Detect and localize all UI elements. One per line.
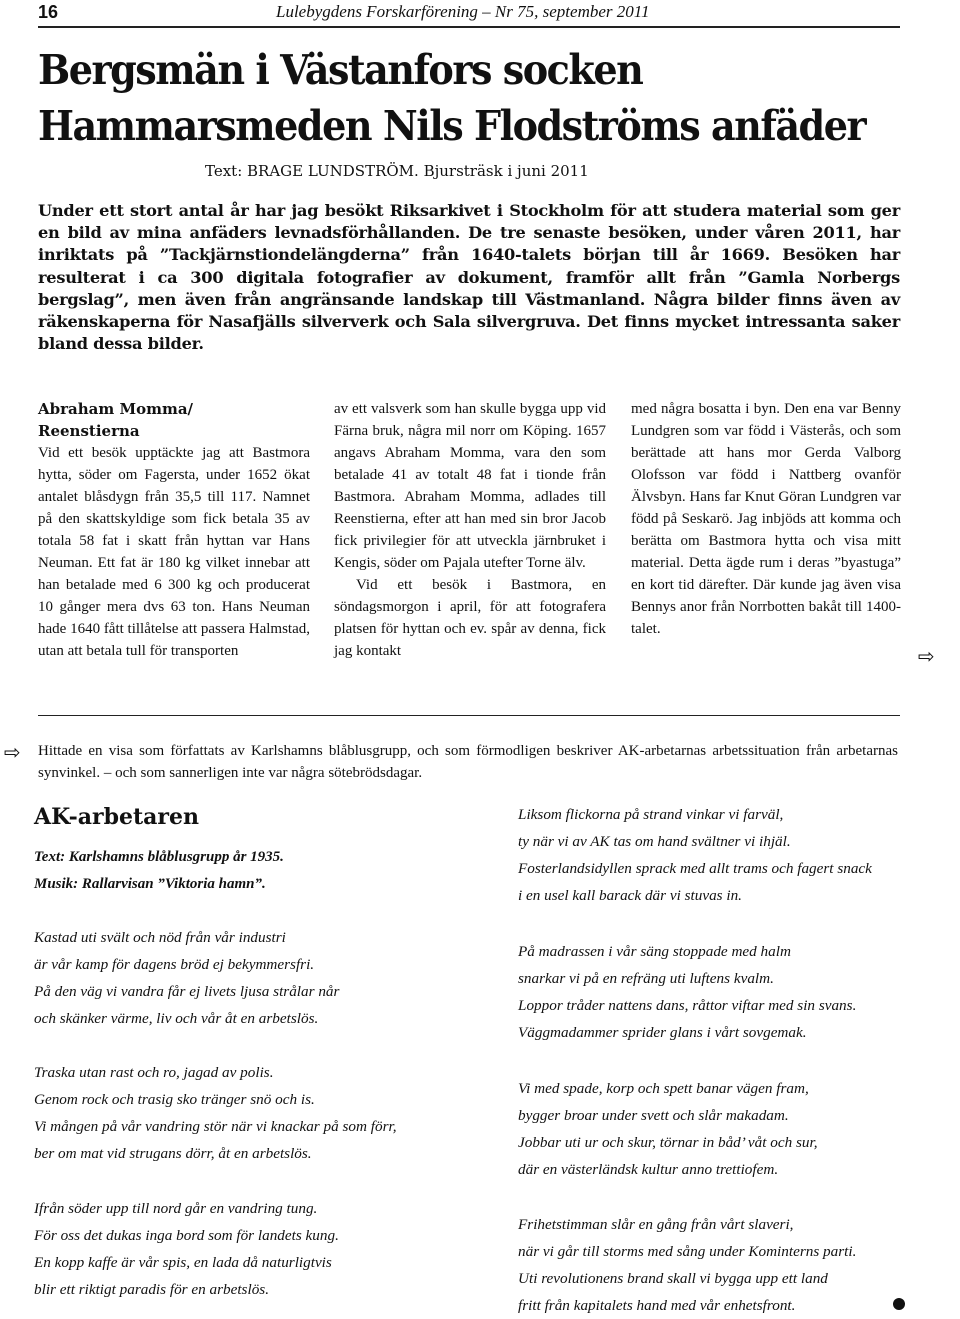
column-1-text: Vid ett besök upptäckte jag att Bastmora hytta, söder om Fagersta, under 1652 ökat antalet blåsdygn från 35,5 till 117. Namnet på den skattskyldige som fick betala 35 av totala 58 fat i skatt från hyttan var Hans Neuman. Ett fat är 180 kg vilket innebar att han betalade med 6 300 kg och producerat 10 gånger mera dvs 63 ton. Hans Neuman hade 1640 fått tillåtelse att passera Halmstad, utan att betala tull för transporten [38,445,310,659]
article-column-2 [334,398,606,662]
article-title-line-1: Bergsmän i Västanfors socken [38,46,643,94]
verse-line: Kastad uti svält och nöd från vår industri [34,929,286,946]
verse-line: Traska utan rast och ro, jagad av polis. [34,1064,274,1081]
article-title-line-2: Hammarsmeden Nils Flodströms anfäder [38,102,866,150]
verse-line: ty när vi av AK tas om hand svältner vi ihjäl. [518,833,791,850]
right-arrow-icon: ⇨ [918,644,935,668]
section-divider [38,715,900,716]
stanza [518,1211,958,1319]
verse-line: För oss det dukas inga bord som för landets kung. [34,1227,339,1244]
subhead-line-1: Abraham Momma/ [38,400,194,418]
stanza [34,1195,494,1303]
verse-line: snarkar vi på en refräng uti luftens kvalm. [518,970,774,987]
article-column-3 [631,398,901,640]
page-number: 16 [38,2,59,22]
stanza [518,1075,958,1183]
column-3-text: med några bosatta i byn. Den ena var Benny Lundgren som var född i Västerås, och som berättade att hans mor Gerda Valborg Olofsson var född i Nattberg ovanför Älvsbyn. Hans far Knut Göran Lundgren var född på Seskarö. Jag inbjöds att komma och berätta om Bastmora hytta och visa mitt material. Detta ägde rum i deras ”byastuga” en kort tid därefter. Där kunde jag även visa Bennys anor från Norrbotten bakåt till 1400-talet. [631,401,901,637]
article-title [38,42,875,154]
song-music-credit: Musik: Rallarvisan ”Viktoria hamn”. [34,876,266,892]
section-subhead [38,398,310,442]
verse-line: Uti revolutionens brand skall vi bygga upp ett land [518,1270,828,1287]
verse-line: ber om mat vid strugans dörr, åt en arbetslös. [34,1145,312,1162]
article-credit: Text: BRAGE LUNDSTRÖM. Bjursträsk i juni 2011 [205,162,589,180]
verse-line: i en usel kall barack där vi stuvas in. [518,887,742,904]
verse-line: när vi går till storms med sång under Kominterns parti. [518,1243,857,1260]
verse-line: Ifrån söder upp till nord går en vandring tung. [34,1200,318,1217]
end-bullet-icon [893,1298,905,1310]
verse-line: Vi med spade, korp och spett banar vägen fram, [518,1080,809,1097]
column-2-paragraph-1: av ett valsverk som han skulle bygga upp vid Färna bruk, några mil norr om Köping. 1657 angavs Abraham Momma, vara den som betalade 41 av totalt 48 fat i tionde från Bastmora. Abraham Momma, adlades till Reenstierna, efter att han med sin bror Jacob fick privilegier för att utveckla järnbruket i Kengis, söder om Pajala utefter Torne älv. [334,401,606,571]
song-title: AK-arbetaren [34,804,199,830]
verse-line: Vi mången på vår vandring stör när vi knackar på som förr, [34,1118,397,1135]
verse-line: och skänker värme, liv och vår åt en arbetslös. [34,1010,319,1027]
song-text-credit: Text: Karlshamns blåblusgrupp år 1935. [34,849,284,865]
verse-line: där en västerländsk kultur anno trettiofem. [518,1161,779,1178]
verse-line: Liksom flickorna på strand vinkar vi farväl, [518,806,784,823]
verse-line: Loppor tråder nattens dans, råttor viftar med sin svans. [518,997,857,1014]
running-header: Lulebygdens Forskarförening – Nr 75, september 2011 [276,2,650,21]
right-arrow-icon: ⇨ [4,740,21,764]
article-column-1 [38,398,310,662]
column-2-paragraph-2: Vid ett besök i Bastmora, en söndagsmorgon i april, för att fotografera platsen för hyttan och ev. spår av denna, fick jag kontakt [334,577,606,659]
verse-line: blir ett riktigt paradis för en arbetslös. [34,1281,269,1298]
verse-line: är vår kamp för dagens bröd ej bekymmersfri. [34,956,315,973]
verse-line: Frihetstimman slår en gång från vårt slaveri, [518,1216,794,1233]
stanza [518,801,958,909]
verse-line: På den väg vi vandra får ej livets ljusa strålar når [34,983,340,1000]
verse-line: fritt från kapitalets hand med vår enhetsfront. [518,1297,796,1314]
verse-line: bygger broar under svett och slår makadam. [518,1107,789,1124]
header-rule [38,26,900,28]
stanza [518,938,958,1046]
stanza [34,924,494,1032]
song-credits [34,844,284,898]
stanza [34,1059,494,1167]
verse-line: Genom rock och trasig sko tränger snö och is. [34,1091,315,1108]
article-intro: Under ett stort antal år har jag besökt Riksarkivet i Stockholm för att studera material som ger en bild av mina anfäders levnadsförhållanden. De tre senaste besöken, under våren 2011, har inriktats på ”Tackjärnstiondelängderna” från 1640-talets början till år 1669. Besöken har resulterat i ca 300 digitala fotografier av dokument, framför allt från ”Gamla Norbergs bergslag”, men även från angränsande landskap till Västmanland. Några bilder finns även av räkenskaperna för Nasafjälls silververk och Sala silvergruva. Det finns mycket intressanta saker bland dessa bilder. [38,201,900,354]
verse-line: Jobbar uti ur och skur, törnar in båd’ våt och sur, [518,1134,818,1151]
verse-line: På madrassen i vår säng stoppade med halm [518,943,791,960]
verse-line: Fosterlandsidyllen sprack med allt trams och fagert snack [518,860,872,877]
song-introduction: Hittade en visa som författats av Karlshamns blåblusgrupp, och som förmodligen beskriver AK-arbetarnas arbetssituation från arbetarnas synvinkel. – och som sannerligen inte var några sötebrödsdagar. [38,743,898,781]
verse-line: Väggmadammer sprider glans i vårt sovgemak. [518,1024,807,1041]
verse-line: En kopp kaffe är vår spis, en lada då naturligtvis [34,1254,332,1271]
subhead-line-2: Reenstierna [38,422,140,440]
